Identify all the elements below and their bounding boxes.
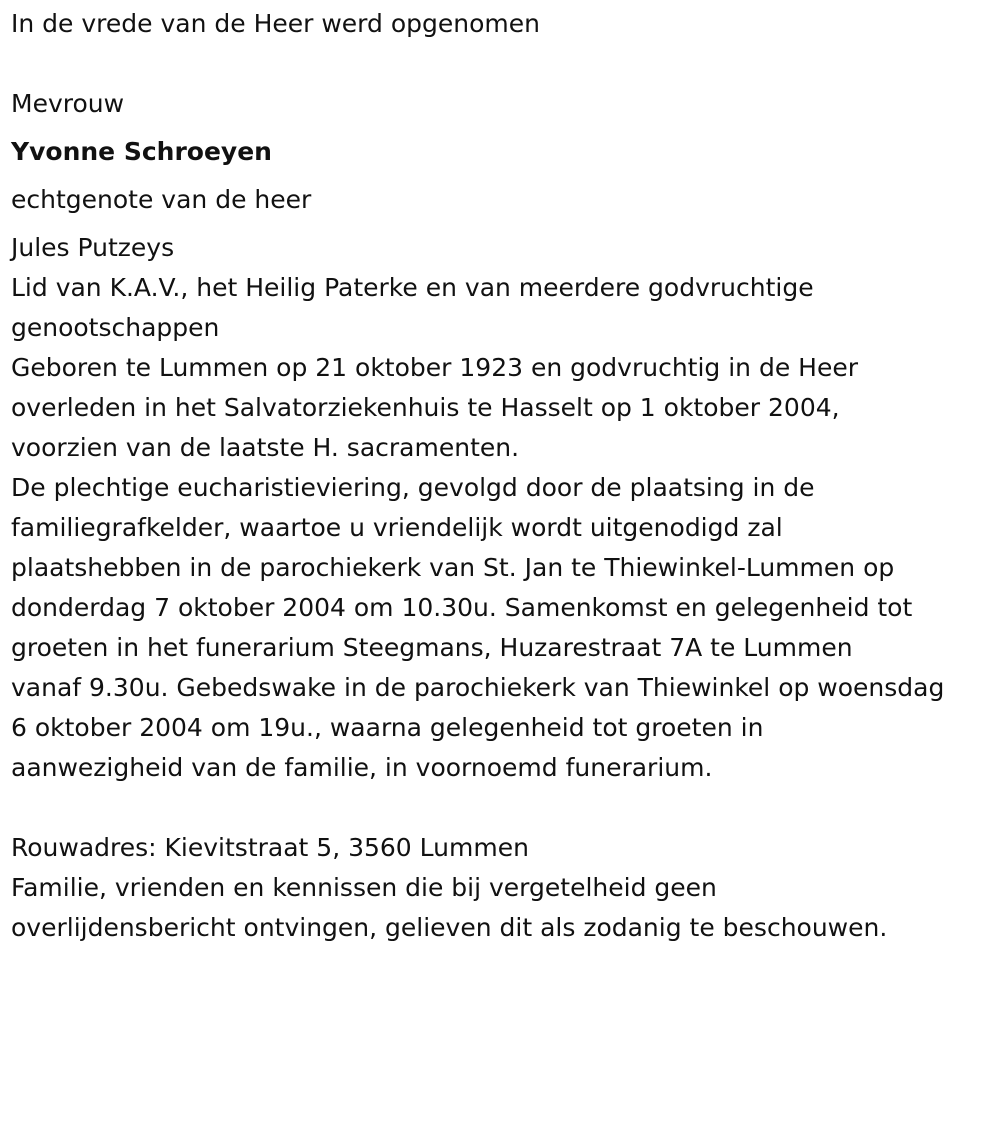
birth-death-line: voorzien van de laatste H. sacramenten. [11, 433, 520, 462]
ceremony-line: vanaf 9.30u. Gebedswake in de parochiekerk van Thiewinkel op woensdag [11, 673, 945, 702]
closing-line: overlijdensbericht ontvingen, gelieven dit als zodanig te beschouwen. [11, 913, 888, 942]
membership-paragraph [11, 268, 996, 348]
mourning-address: Rouwadres: Kievitstraat 5, 3560 Lummen [11, 833, 529, 862]
ceremony-line: aanwezigheid van de familie, in voornoemd funerarium. [11, 753, 713, 782]
ceremony-line: De plechtige eucharistieviering, gevolgd door de plaatsing in de [11, 473, 815, 502]
birth-death-line: overleden in het Salvatorziekenhuis te Hasselt op 1 oktober 2004, [11, 393, 840, 422]
ceremony-line: 6 oktober 2004 om 19u., waarna gelegenheid tot groeten in [11, 713, 764, 742]
spouse-prefix: echtgenote van de heer [11, 185, 312, 214]
ceremony-line: donderdag 7 oktober 2004 om 10.30u. Samenkomst en gelegenheid tot [11, 593, 913, 622]
ceremony-line: groeten in het funerarium Steegmans, Huzarestraat 7A te Lummen [11, 633, 853, 662]
membership-line: genootschappen [11, 313, 220, 342]
deceased-name: Yvonne Schroeyen [11, 137, 272, 166]
closing-paragraph [11, 868, 996, 948]
ceremony-line: familiegrafkelder, waartoe u vriendelijk wordt uitgenodigd zal [11, 513, 783, 542]
membership-line: Lid van K.A.V., het Heilig Paterke en van meerdere godvruchtige [11, 273, 814, 302]
salutation: Mevrouw [11, 89, 125, 118]
birth-death-paragraph [11, 348, 996, 468]
ceremony-line: plaatshebben in de parochiekerk van St. Jan te Thiewinkel-Lummen op [11, 553, 895, 582]
closing-line: Familie, vrienden en kennissen die bij vergetelheid geen [11, 873, 717, 902]
birth-death-line: Geboren te Lummen op 21 oktober 1923 en godvruchtig in de Heer [11, 353, 858, 382]
ceremony-paragraph [11, 468, 996, 788]
intro-text: In de vrede van de Heer werd opgenomen [11, 9, 540, 38]
spouse-name: Jules Putzeys [11, 233, 175, 262]
